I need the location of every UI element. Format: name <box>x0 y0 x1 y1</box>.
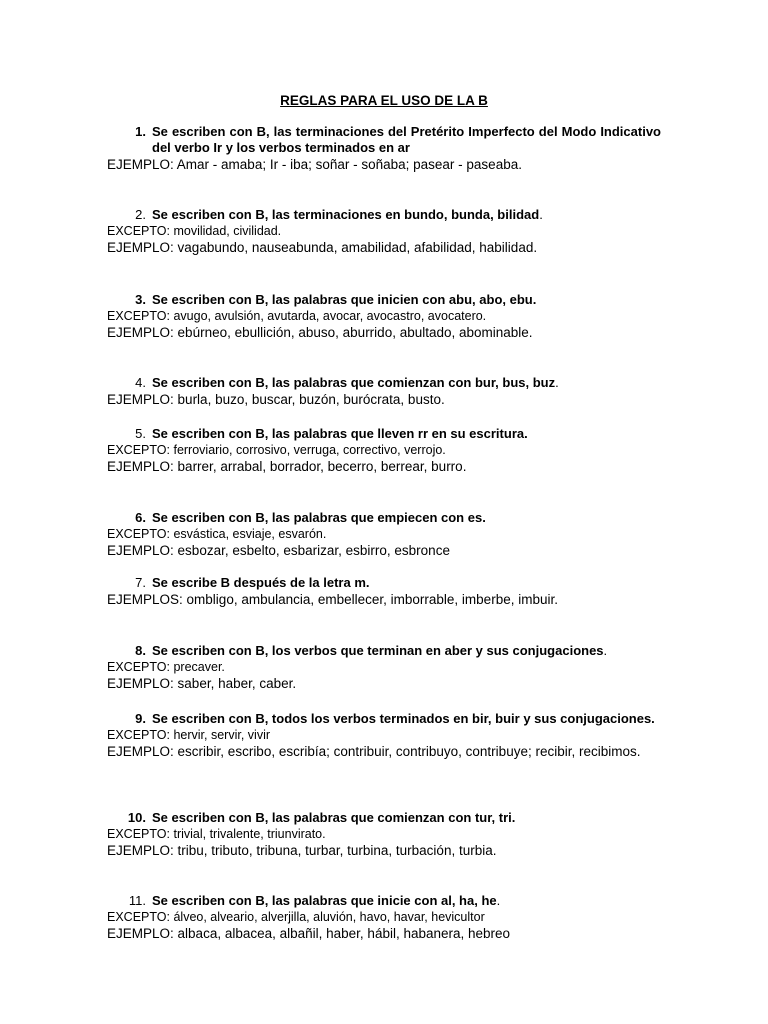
rule-heading <box>107 643 661 659</box>
exception-text: álveo, alveario, alverjilla, aluvión, havo, havar, hevicultor <box>173 910 485 924</box>
exception-label: EXCEPTO: <box>107 728 170 742</box>
exception-text: movilidad, civilidad. <box>173 224 282 238</box>
rule-number: 3. <box>135 292 146 307</box>
rule-heading-text: Se escriben con B, las palabras que inicie con al, ha, he <box>152 893 497 908</box>
example-line <box>107 675 661 693</box>
example-label: EJEMPLO: <box>107 926 174 941</box>
rule-heading-text: Se escribe B después de la letra m. <box>152 575 370 590</box>
rule-10 <box>107 810 661 860</box>
heading-trailing: . <box>539 207 543 222</box>
heading-trailing: . <box>603 643 608 658</box>
rule-heading <box>107 711 661 727</box>
example-text: tribu, tributo, tribuna, turbar, turbina, turbación, turbia. <box>177 843 497 858</box>
rule-number: 6. <box>135 510 146 525</box>
rule-heading-text: Se escriben con B, todos los verbos terminados en bir, buir y sus conjugaciones. <box>152 711 655 726</box>
exception-label: EXCEPTO: <box>107 827 170 841</box>
example-line <box>107 842 661 860</box>
exception-line <box>107 442 661 458</box>
example-label: EJEMPLOS: <box>107 592 183 607</box>
rule-heading-text: Se escriben con B, las palabras que empiecen con es. <box>152 510 486 525</box>
example-text: ebúrneo, ebullición, abuso, aburrido, abultado, abominable. <box>177 325 533 340</box>
document-title: REGLAS PARA EL USO DE LA B <box>280 93 488 108</box>
exception-line <box>107 727 661 743</box>
example-text: barrer, arrabal, borrador, becerro, berrear, burro. <box>177 459 467 474</box>
example-line <box>107 743 661 761</box>
exception-line <box>107 223 661 239</box>
rule-11 <box>107 893 661 943</box>
rule-number: 4. <box>135 375 146 390</box>
example-label: EJEMPLO: <box>107 240 174 255</box>
rule-number: 11. <box>128 893 146 908</box>
exception-line <box>107 659 661 675</box>
rule-number: 9. <box>135 711 146 726</box>
example-text: burla, buzo, buscar, buzón, burócrata, busto. <box>177 392 445 407</box>
rule-number: 10. <box>127 810 146 825</box>
example-label: EJEMPLO: <box>107 392 174 407</box>
rule-heading <box>107 207 661 223</box>
example-line <box>107 156 661 174</box>
exception-line <box>107 308 661 324</box>
rule-heading <box>107 810 661 826</box>
example-line <box>107 324 661 342</box>
rule-heading <box>107 375 661 391</box>
rule-heading-text: Se escriben con B, las palabras que comienzan con bur, bus, buz <box>152 375 556 390</box>
example-label: EJEMPLO: <box>107 676 174 691</box>
exception-line <box>107 826 661 842</box>
rule-4 <box>107 375 661 409</box>
rule-heading <box>107 893 661 909</box>
exception-text: avugo, avulsión, avutarda, avocar, avocastro, avocatero. <box>173 309 487 323</box>
example-text: saber, haber, caber. <box>177 676 297 691</box>
rule-6 <box>107 510 661 560</box>
example-line <box>107 925 661 943</box>
rule-3 <box>107 292 661 342</box>
example-label: EJEMPLO: <box>107 543 174 558</box>
example-label: EJEMPLO: <box>107 744 174 759</box>
exception-text: precaver. <box>173 660 225 674</box>
example-line <box>107 458 661 476</box>
rule-heading-text: Se escriben con B, las palabras que inicien con abu, abo, ebu. <box>152 292 537 307</box>
example-text: escribir, escribo, escribía; contribuir, contribuyo, contribuye; recibir, recibimos. <box>177 744 641 759</box>
example-line <box>107 591 661 609</box>
exception-line <box>107 526 661 542</box>
rule-heading-text: Se escriben con B, los verbos que terminan en aber y sus conjugaciones <box>152 643 604 658</box>
example-line <box>107 239 661 257</box>
exception-label: EXCEPTO: <box>107 660 170 674</box>
rule-1 <box>107 124 661 174</box>
heading-trailing: . <box>555 375 559 390</box>
example-text: Amar - amaba; Ir - iba; soñar - soñaba; pasear - paseaba. <box>176 157 522 172</box>
rule-number: 7. <box>135 575 146 590</box>
rule-number: 5. <box>135 426 146 441</box>
rule-5 <box>107 426 661 476</box>
example-line <box>107 391 661 409</box>
rule-heading-text: Se escriben con B, las terminaciones en bundo, bunda, bilidad <box>152 207 540 222</box>
rule-heading <box>107 510 661 526</box>
rule-9 <box>107 711 661 761</box>
exception-label: EXCEPTO: <box>107 910 170 924</box>
exception-text: hervir, servir, vivir <box>173 728 271 742</box>
rule-7 <box>107 575 661 609</box>
rule-heading <box>107 575 661 591</box>
example-label: EJEMPLO: <box>107 325 174 340</box>
example-text: vagabundo, nauseabunda, amabilidad, afabilidad, habilidad. <box>177 240 538 255</box>
rule-number: 8. <box>135 643 146 658</box>
rule-heading-text: Se escriben con B, las palabras que comienzan con tur, tri. <box>152 810 516 825</box>
exception-label: EXCEPTO: <box>107 527 170 541</box>
rule-heading-text: Se escriben con B, las terminaciones del Pretérito Imperfecto del Modo Indicativo del verbo Ir y los verbos terminados en ar <box>152 124 661 155</box>
rule-8 <box>107 643 661 693</box>
example-label: EJEMPLO: <box>107 157 174 172</box>
exception-label: EXCEPTO: <box>107 309 170 323</box>
exception-label: EXCEPTO: <box>107 443 170 457</box>
example-text: ombligo, ambulancia, embellecer, imborrable, imberbe, imbuir. <box>186 592 558 607</box>
heading-trailing: . <box>496 893 501 908</box>
exception-label: EXCEPTO: <box>107 224 170 238</box>
rule-heading <box>107 292 661 308</box>
exception-text: esvástica, esviaje, esvarón. <box>173 527 327 541</box>
rule-heading <box>107 124 661 156</box>
exception-text: trivial, trivalente, triunvirato. <box>173 827 326 841</box>
rule-number: 2. <box>135 207 146 222</box>
exception-line <box>107 909 661 925</box>
exception-text: ferroviario, corrosivo, verruga, correctivo, verrojo. <box>173 443 446 457</box>
example-line <box>107 542 661 560</box>
example-label: EJEMPLO: <box>107 843 174 858</box>
rule-2 <box>107 207 661 257</box>
example-text: esbozar, esbelto, esbarizar, esbirro, esbronce <box>177 543 450 558</box>
rule-heading-text: Se escriben con B, las palabras que lleven rr en su escritura. <box>152 426 528 441</box>
rule-heading <box>107 426 661 442</box>
rule-number: 1. <box>135 124 146 139</box>
example-label: EJEMPLO: <box>107 459 174 474</box>
example-text: albaca, albacea, albañil, haber, hábil, habanera, hebreo <box>177 926 511 941</box>
